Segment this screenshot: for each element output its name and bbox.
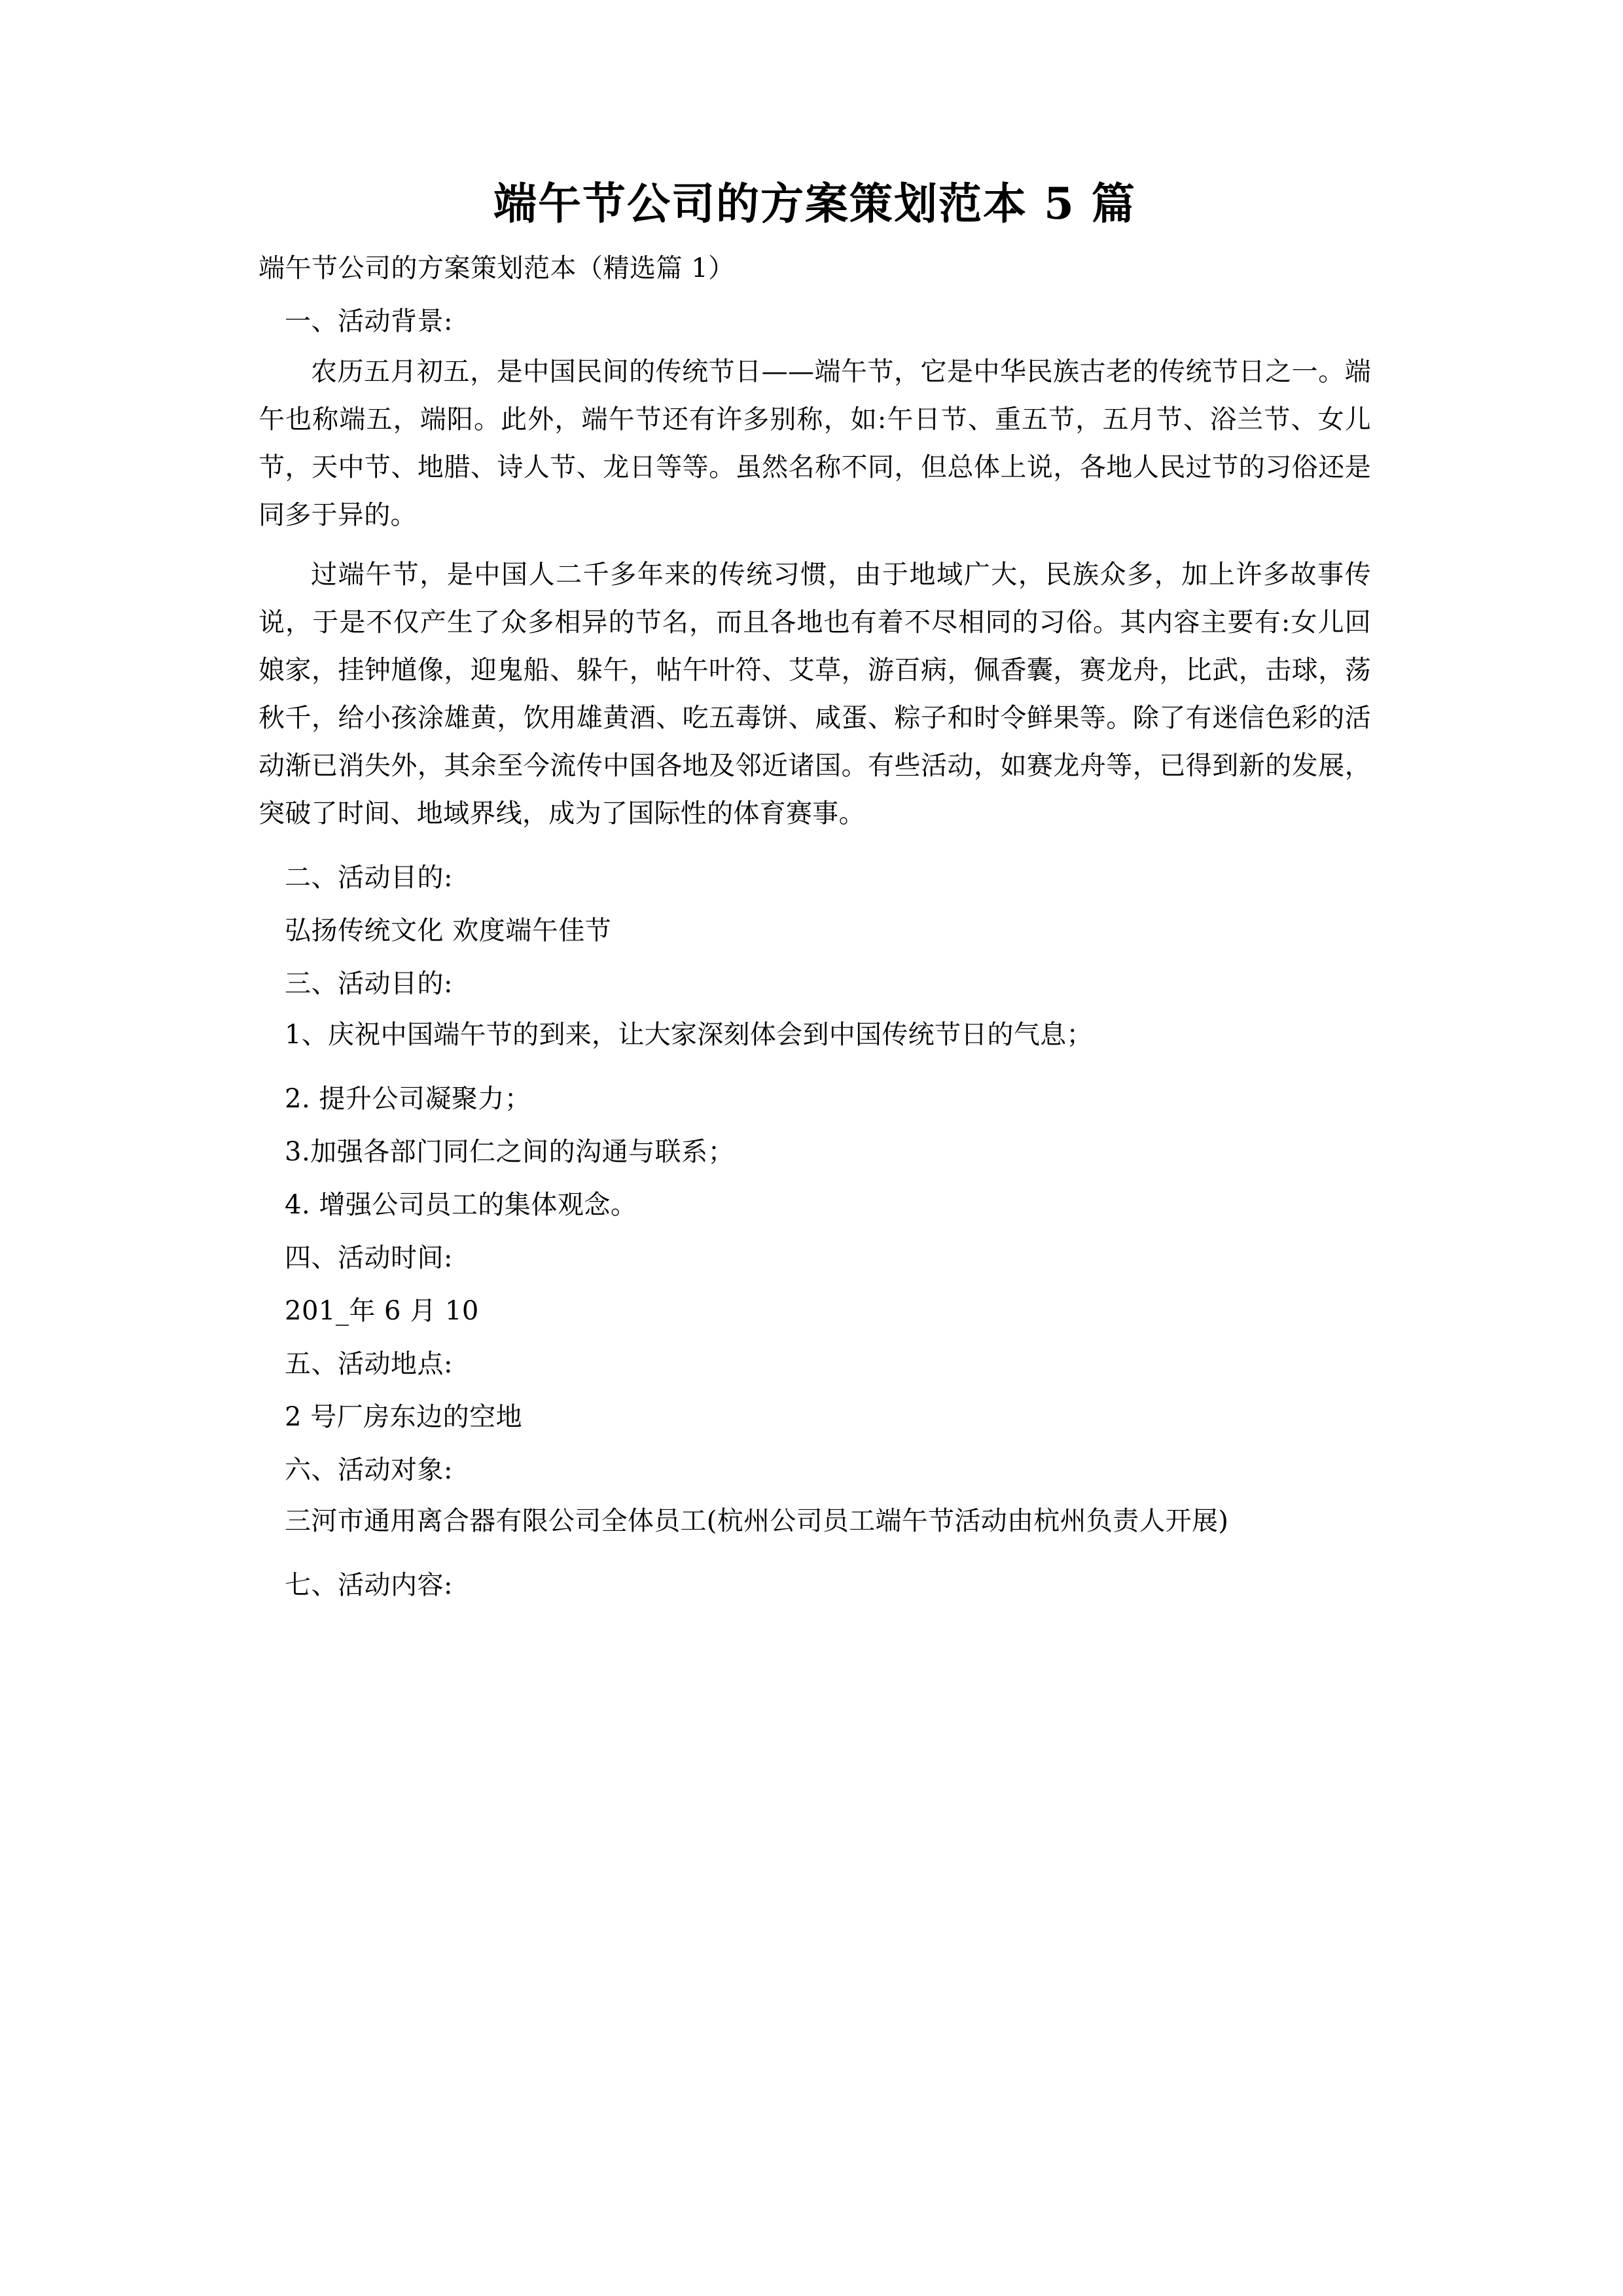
document-body bbox=[259, 0, 1371, 1598]
list-item-2: 2. 提升公司凝聚力； bbox=[285, 1083, 531, 1114]
document-subtitle: 端午节公司的方案策划范本（精选篇 1） bbox=[259, 253, 735, 283]
activity-time-value: 201_年 6 月 10 bbox=[285, 1295, 479, 1326]
list-item-3: 3.加强各部门同仁之间的沟通与联系； bbox=[285, 1136, 735, 1167]
section-heading-place: 五、活动地点: bbox=[285, 1348, 453, 1379]
paragraph-background-1: 农历五月初五，是中国民间的传统节日——端午节，它是中华民族古老的传统节日之一。端午也称端五，端阳。此外，端午节还有许多别称，如:午日节、重五节，五月节、浴兰节、女儿节，天中节、地腊、诗人节、龙日等等。虽然名称不同，但总体上说，各地人民过节的习俗还是同多于异的。 bbox=[259, 356, 1371, 530]
section-heading-background: 一、活动背景: bbox=[285, 306, 453, 336]
activity-place-value: 2 号厂房东边的空地 bbox=[285, 1401, 523, 1432]
section-heading-content: 七、活动内容: bbox=[285, 1570, 453, 1600]
section-heading-audience: 六、活动对象: bbox=[285, 1454, 453, 1485]
list-item-4: 4. 增强公司员工的集体观念。 bbox=[285, 1189, 637, 1220]
slogan-text: 弘扬传统文化 欢度端午佳节 bbox=[285, 915, 612, 946]
page-title: 端午节公司的方案策划范本 5 篇 bbox=[493, 178, 1136, 229]
paragraph-background-2: 过端午节，是中国人二千多年来的传统习惯，由于地域广大，民族众多，加上许多故事传说，于是不仅产生了众多相异的节名，而且各地也有着不尽相同的习俗。其内容主要有:女儿回娘家，挂钟馗像，迎鬼船、躲午，帖午叶符、艾草，游百病，佩香囊，赛龙舟，比武，击球，荡秋千，给小孩涂雄黄，饮用雄黄酒、吃五毒饼、咸蛋、粽子和时令鲜果等。除了有迷信色彩的活动渐已消失外，其余至今流传中国各地及邻近诸国。有些活动，如赛龙舟等，已得到新的发展，突破了时间、地域界线，成为了国际性的体育赛事。 bbox=[259, 559, 1371, 829]
list-item-1: 1、庆祝中国端午节的到来，让大家深刻体会到中国传统节日的气息； bbox=[285, 1019, 1093, 1050]
section-heading-purpose-3: 三、活动目的: bbox=[285, 968, 453, 999]
section-heading-purpose-2: 二、活动目的: bbox=[285, 862, 453, 893]
activity-audience-value: 三河市通用离合器有限公司全体员工(杭州公司员工端午节活动由杭州负责人开展) bbox=[285, 1505, 1229, 1536]
section-heading-time: 四、活动时间: bbox=[285, 1242, 453, 1273]
